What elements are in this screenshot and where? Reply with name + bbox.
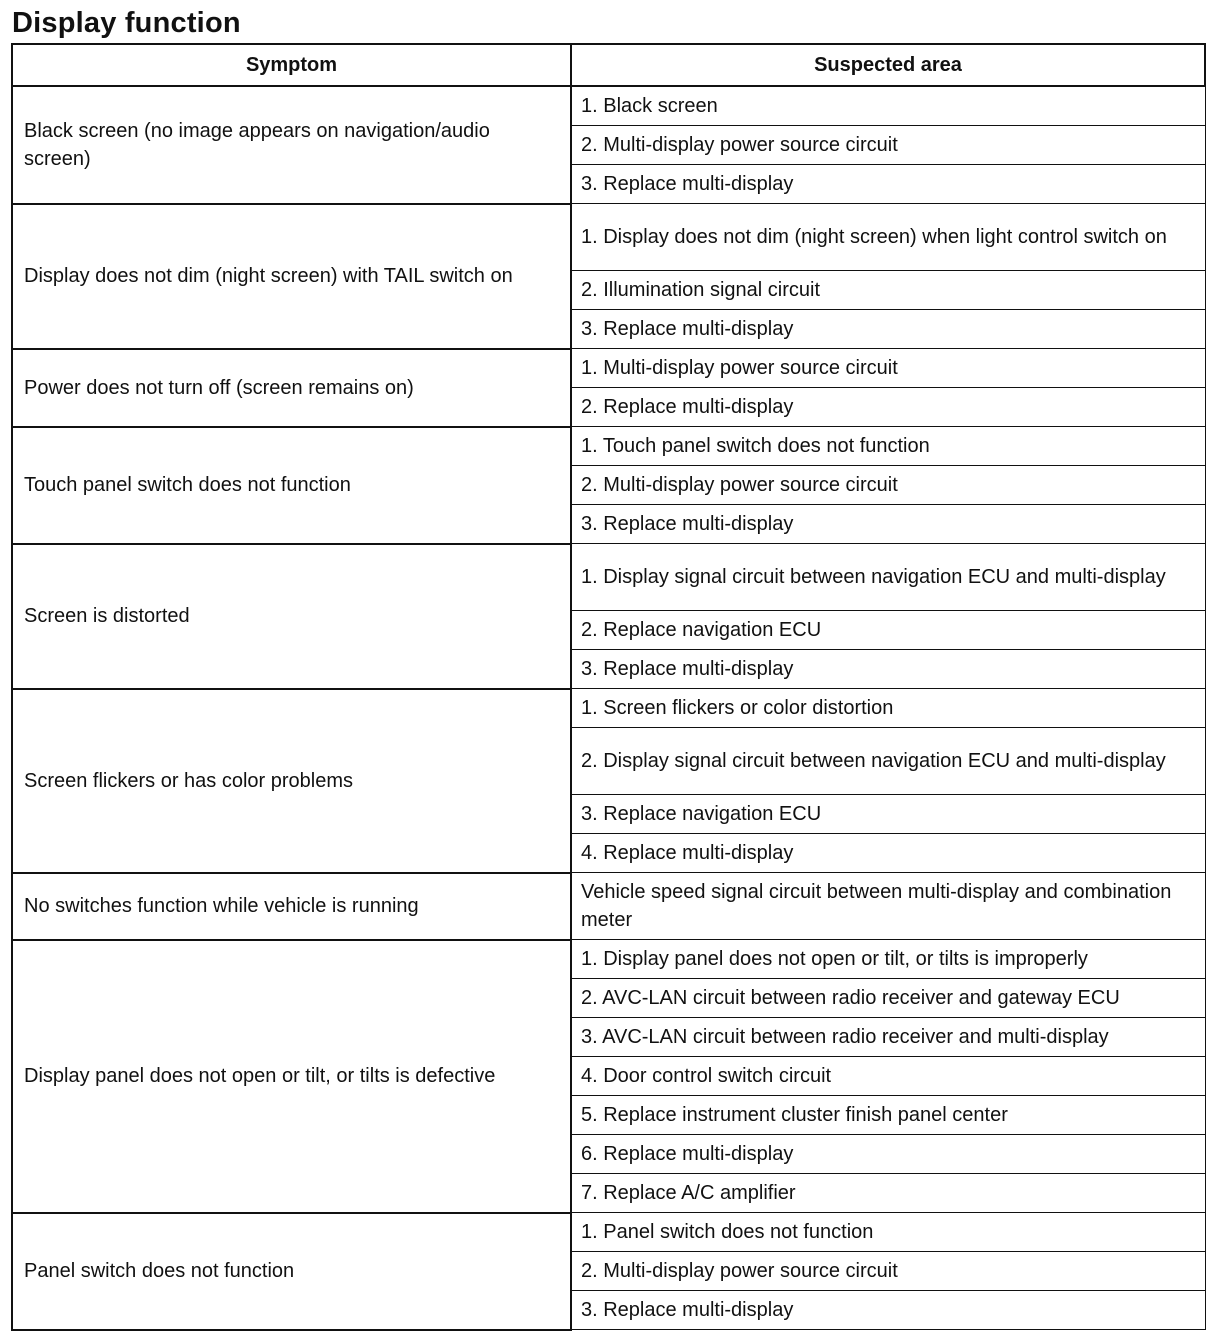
suspected-area-cell: 2. Multi-display power source circuit [571, 126, 1205, 165]
suspected-area-cell: 6. Replace multi-display [571, 1135, 1205, 1174]
symptom-cell: No switches function while vehicle is running [12, 873, 571, 940]
suspected-area-cell: 3. Replace multi-display [571, 505, 1205, 544]
suspected-area-cell: 3. Replace multi-display [571, 165, 1205, 204]
suspected-area-cell: 7. Replace A/C amplifier [571, 1174, 1205, 1213]
table-header-row [12, 44, 1205, 86]
table-row [12, 204, 1205, 271]
table-row [12, 86, 1205, 126]
symptom-cell: Display does not dim (night screen) with TAIL switch on [12, 204, 571, 349]
suspected-area-cell: 1. Screen flickers or color distortion [571, 689, 1205, 728]
symptom-cell: Black screen (no image appears on navigation/audio screen) [12, 86, 571, 204]
table-row [12, 1213, 1205, 1252]
suspected-area-cell: 3. Replace multi-display [571, 310, 1205, 349]
suspected-area-cell: 4. Replace multi-display [571, 834, 1205, 873]
suspected-area-cell: 1. Panel switch does not function [571, 1213, 1205, 1252]
suspected-area-cell: 1. Multi-display power source circuit [571, 349, 1205, 388]
suspected-area-cell: 1. Touch panel switch does not function [571, 427, 1205, 466]
suspected-area-cell: 2. Illumination signal circuit [571, 271, 1205, 310]
suspected-area-cell: 1. Black screen [571, 86, 1205, 126]
suspected-area-cell: 2. Multi-display power source circuit [571, 466, 1205, 505]
suspected-area-cell: 1. Display does not dim (night screen) when light control switch on [571, 204, 1205, 271]
symptom-cell: Screen is distorted [12, 544, 571, 689]
column-header-symptom: Symptom [12, 44, 571, 86]
table-row [12, 427, 1205, 466]
suspected-area-cell: Vehicle speed signal circuit between multi-display and combination meter [571, 873, 1205, 940]
symptom-cell: Power does not turn off (screen remains on) [12, 349, 571, 427]
table-row [12, 544, 1205, 611]
suspected-area-cell: 3. AVC-LAN circuit between radio receiver and multi-display [571, 1018, 1205, 1057]
table-row [12, 689, 1205, 728]
table-row [12, 940, 1205, 979]
symptom-cell: Screen flickers or has color problems [12, 689, 571, 873]
suspected-area-cell: 2. Replace navigation ECU [571, 611, 1205, 650]
suspected-area-cell: 3. Replace multi-display [571, 1291, 1205, 1330]
table-body [12, 86, 1205, 1330]
suspected-area-cell: 2. Display signal circuit between navigation ECU and multi-display [571, 728, 1205, 795]
table-row [12, 873, 1205, 940]
suspected-area-cell: 5. Replace instrument cluster finish panel center [571, 1096, 1205, 1135]
suspected-area-cell: 2. AVC-LAN circuit between radio receiver and gateway ECU [571, 979, 1205, 1018]
suspected-area-cell: 3. Replace navigation ECU [571, 795, 1205, 834]
column-header-suspected-area: Suspected area [571, 44, 1205, 86]
problem-symptoms-table [11, 43, 1206, 1331]
suspected-area-cell: 2. Multi-display power source circuit [571, 1252, 1205, 1291]
symptom-cell: Display panel does not open or tilt, or tilts is defective [12, 940, 571, 1213]
table-row [12, 349, 1205, 388]
suspected-area-cell: 3. Replace multi-display [571, 650, 1205, 689]
suspected-area-cell: 1. Display signal circuit between navigation ECU and multi-display [571, 544, 1205, 611]
page-title: Display function [12, 7, 241, 39]
suspected-area-cell: 4. Door control switch circuit [571, 1057, 1205, 1096]
symptom-cell: Touch panel switch does not function [12, 427, 571, 544]
suspected-area-cell: 2. Replace multi-display [571, 388, 1205, 427]
suspected-area-cell: 1. Display panel does not open or tilt, or tilts is improperly [571, 940, 1205, 979]
symptom-cell: Panel switch does not function [12, 1213, 571, 1330]
